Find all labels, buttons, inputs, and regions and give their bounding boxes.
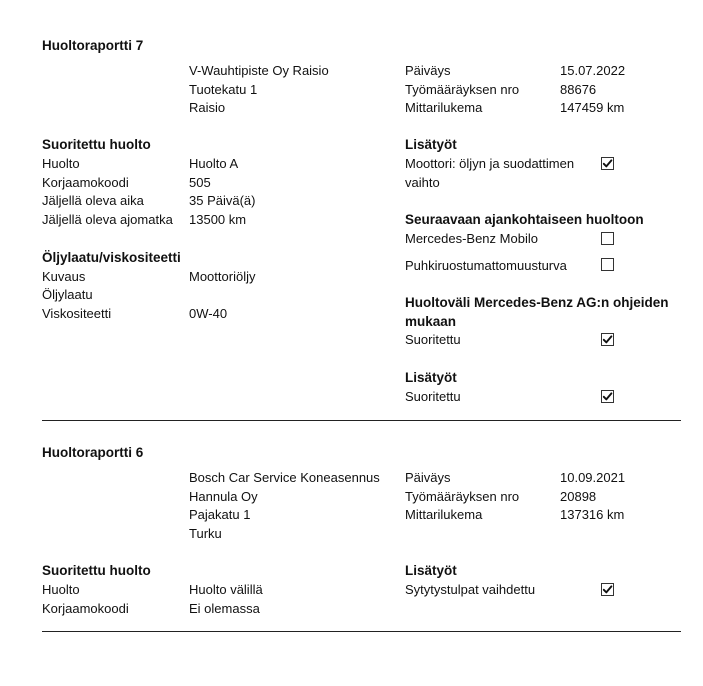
oil-description-value: Moottoriöljy: [189, 269, 256, 284]
checkmark-icon: [602, 584, 613, 595]
workshop-name: Bosch Car Service Koneasennus: [189, 470, 380, 485]
work-order-value: 20898: [560, 489, 597, 504]
report-title: Huoltoraportti 6: [42, 445, 144, 460]
section-divider: [42, 631, 681, 632]
odometer-value: 147459 km: [560, 100, 625, 115]
service-type-label: Huolto: [42, 582, 80, 597]
workshop-code-value: 505: [189, 175, 211, 190]
checkmark-icon: [602, 158, 613, 169]
workshop-city: Turku: [189, 526, 222, 541]
workshop-name: V-Wauhtipiste Oy Raisio: [189, 63, 329, 78]
work-order-label: Työmääräyksen nro: [405, 489, 520, 504]
work-order-label: Työmääräyksen nro: [405, 82, 520, 97]
service-heading: Suoritettu huolto: [42, 137, 151, 152]
workshop-name-2: Hannula Oy: [189, 489, 258, 504]
odometer-value: 137316 km: [560, 507, 625, 522]
workshop-code-value: Ei olemassa: [189, 601, 260, 616]
oil-heading: Öljylaatu/viskositeetti: [42, 250, 181, 265]
service-type-value: Huolto A: [189, 156, 239, 171]
next-service-heading: Seuraavaan ajankohtaiseen huoltoon: [405, 212, 644, 227]
report-title: Huoltoraportti 7: [42, 38, 144, 53]
rust-warranty-checkbox[interactable]: [601, 258, 614, 271]
workshop-city: Raisio: [189, 100, 226, 115]
date-label: Päiväys: [405, 470, 451, 485]
interval-heading-line-1: Huoltoväli Mercedes-Benz AG:n ohjeiden: [405, 295, 669, 310]
extra-work-checkbox[interactable]: [601, 583, 614, 596]
workshop-code-label: Korjaamokoodi: [42, 175, 129, 190]
extra-work-line-1: Moottori: öljyn ja suodattimen: [405, 156, 575, 171]
workshop-street: Pajakatu 1: [189, 507, 251, 522]
oil-description-label: Kuvaus: [42, 269, 86, 284]
viscosity-label: Viskositeetti: [42, 306, 112, 321]
workshop-street: Tuotekatu 1: [189, 82, 258, 97]
extra-work-checkbox[interactable]: [601, 157, 614, 170]
date-value: 10.09.2021: [560, 470, 626, 485]
checkmark-icon: [602, 334, 613, 345]
date-label: Päiväys: [405, 63, 451, 78]
extra-work-2-checkbox[interactable]: [601, 390, 614, 403]
remaining-distance-value: 13500 km: [189, 212, 247, 227]
mobilo-checkbox[interactable]: [601, 232, 614, 245]
extra-work-line-2: vaihto: [405, 175, 440, 190]
section-divider: [42, 420, 681, 421]
viscosity-value: 0W-40: [189, 306, 228, 321]
checkmark-icon: [602, 391, 613, 402]
service-type-label: Huolto: [42, 156, 80, 171]
odometer-label: Mittarilukema: [405, 100, 483, 115]
oil-quality-label: Öljylaatu: [42, 287, 93, 302]
extra-work-2-label: Suoritettu: [405, 389, 461, 404]
workshop-code-label: Korjaamokoodi: [42, 601, 129, 616]
interval-done-label: Suoritettu: [405, 332, 461, 347]
service-type-value: Huolto välillä: [189, 582, 263, 597]
rust-warranty-label: Puhkiruostumattomuusturva: [405, 258, 567, 273]
mobilo-label: Mercedes-Benz Mobilo: [405, 231, 538, 246]
interval-heading-line-2: mukaan: [405, 314, 457, 329]
extra-work-2-heading: Lisätyöt: [405, 370, 457, 385]
service-heading: Suoritettu huolto: [42, 563, 151, 578]
extra-work-heading: Lisätyöt: [405, 563, 457, 578]
remaining-distance-label: Jäljellä oleva ajomatka: [42, 212, 173, 227]
odometer-label: Mittarilukema: [405, 507, 483, 522]
date-value: 15.07.2022: [560, 63, 626, 78]
interval-done-checkbox[interactable]: [601, 333, 614, 346]
extra-work-heading: Lisätyöt: [405, 137, 457, 152]
remaining-time-label: Jäljellä oleva aika: [42, 193, 144, 208]
remaining-time-value: 35 Päivä(ä): [189, 193, 256, 208]
extra-work-label: Sytytystulpat vaihdettu: [405, 582, 536, 597]
work-order-value: 88676: [560, 82, 597, 97]
